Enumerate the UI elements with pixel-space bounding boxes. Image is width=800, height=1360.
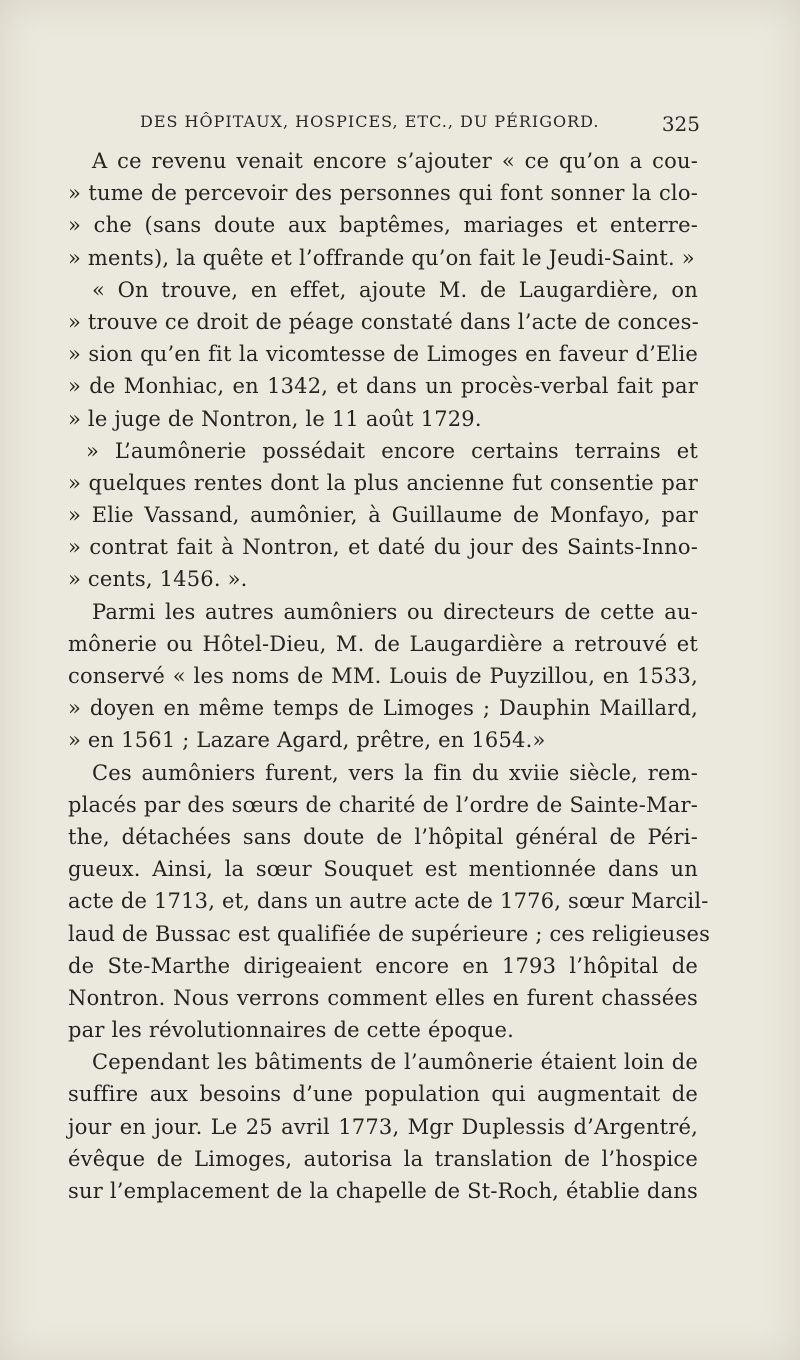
text-line: Nontron. Nous verrons comment elles en furent chassées (68, 985, 698, 1010)
text-line: » le juge de Nontron, le 11 août 1729. (68, 406, 482, 431)
text-line: » de Monhiac, en 1342, et dans un procès-verbal fait par (68, 374, 698, 399)
text-line: « On trouve, en effet, ajoute M. de Laugardière, on (92, 277, 698, 302)
text-line: Ces aumôniers furent, vers la fin du xviie siècle, rem- (92, 760, 698, 785)
text-line: suffire aux besoins d’une population qui augmentait de (68, 1082, 698, 1107)
text-line: sur l’emplacement de la chapelle de St-Roch, établie dans (68, 1179, 698, 1203)
text-line: acte de 1713, et, dans un autre acte de 1776, sœur Marcil- (68, 889, 709, 914)
text-line: évêque de Limoges, autorisa la translation de l’hospice (68, 1146, 698, 1171)
text-line: » Elie Vassand, aumônier, à Guillaume de Monfayo, par (68, 503, 698, 528)
text-line: » sion qu’en fit la vicomtesse de Limoges en faveur d’Elie (68, 342, 698, 367)
body-text (68, 145, 711, 1207)
text-line: » en 1561 ; Lazare Agard, prêtre, en 1654.» (68, 728, 546, 753)
text-line: the, détachées sans doute de l’hôpital général de Péri- (68, 824, 698, 849)
text-line: conservé « les noms de MM. Louis de Puyzillou, en 1533, (68, 664, 698, 688)
text-line: » tume de percevoir des personnes qui font sonner la clo- (68, 181, 698, 206)
text-line: par les révolutionnaires de cette époque. (68, 1018, 514, 1043)
text-line: » che (sans doute aux baptêmes, mariages et enterre- (68, 213, 698, 238)
text-line: placés par des sœurs de charité de l’ordre de Sainte-Mar- (68, 792, 698, 817)
text-line: » doyen en même temps de Limoges ; Dauphin Maillard, (68, 696, 698, 721)
page-header (140, 112, 700, 140)
text-line: » quelques rentes dont la plus ancienne fut consentie par (68, 470, 698, 495)
text-line: » cents, 1456. ». (68, 567, 248, 592)
text-line: A ce revenu venait encore s’ajouter « ce qu’on a cou- (92, 149, 698, 173)
text-line: Parmi les autres aumôniers ou directeurs de cette au- (92, 599, 698, 624)
text-line: » trouve ce droit de péage constaté dans l’acte de conces- (68, 309, 699, 334)
text-line: » ments), la quête et l’offrande qu’on fait le Jeudi-Saint. » (68, 245, 695, 270)
text-line: mônerie ou Hôtel-Dieu, M. de Laugardière a retrouvé et (68, 631, 698, 656)
text-line: » contrat fait à Nontron, et daté du jour des Saints-Inno- (68, 535, 698, 560)
text-line: laud de Bussac est qualifiée de supérieure ; ces religieuses (68, 921, 711, 946)
running-title: DES HÔPITAUX, HOSPICES, ETC., DU PÉRIGORD. (140, 112, 600, 131)
text-line: Cependant les bâtiments de l’aumônerie étaient loin de (92, 1050, 698, 1075)
text-line: » L’aumônerie possédait encore certains terrains et (86, 438, 698, 463)
text-line: gueux. Ainsi, la sœur Souquet est mentionnée dans un (68, 857, 698, 882)
text-line: jour en jour. Le 25 avril 1773, Mgr Duplessis d’Argentré, (68, 1114, 698, 1139)
page-number: 325 (661, 112, 700, 136)
text-line: de Ste-Marthe dirigeaient encore en 1793 l’hôpital de (68, 953, 698, 978)
